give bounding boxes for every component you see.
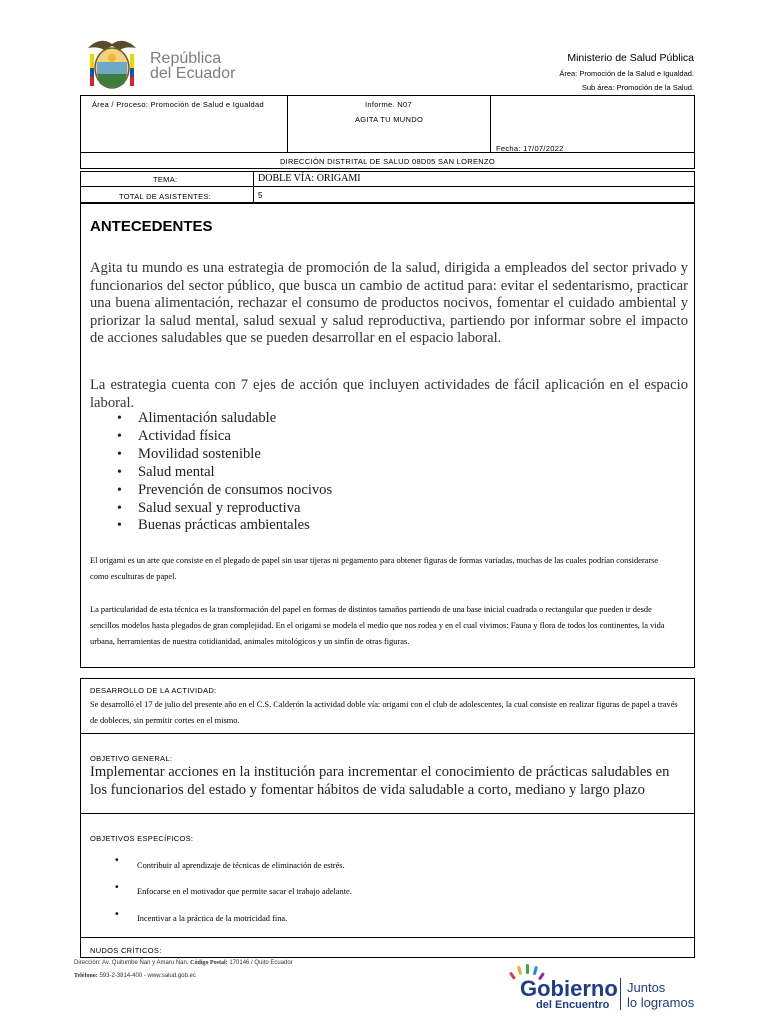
ejes-list: [90, 410, 688, 535]
header-subarea: Sub área: Promoción de la Salud.: [581, 83, 694, 92]
lo-logramos-text: lo logramos: [627, 995, 695, 1010]
juntos-text: Juntos: [627, 980, 666, 995]
list-item: • Prevención de consumos nocivos: [90, 482, 688, 500]
footer-telefono-value: 593-2-3814-400 - www.salud.gob.ec: [99, 973, 196, 979]
gobierno-text: Gobierno: [520, 976, 618, 1001]
footer-logo-divider: [620, 978, 621, 1010]
tema-value: DOBLE VÍA: ORIGAMI: [258, 173, 361, 184]
informe-number: Informe. N07: [365, 100, 412, 109]
info-divider-1: [287, 95, 288, 153]
footer-address: [74, 960, 293, 966]
antecedentes-paragraph-1: Agita tu mundo es una estrategia de promoción de la salud, dirigida a empleados del sector privado y funcionarios del sector público, que busca un cambio de actitud para: evitar el sedentarismo, practicar una buena alimentación, rechazar el consumo de productos nocivos, fomentar el cuidado ambiental y priorizar la salud mental, salud sexual y salud reproductiva, partiendo por informar sobre el impacto de acciones saludables que se pueden desarrollar en el espacio laboral.: [90, 260, 688, 346]
del-encuentro-text: del Encuentro: [536, 999, 610, 1011]
tema-label: TEMA:: [153, 175, 178, 184]
info-divider-2: [490, 95, 491, 153]
logo-text-ecuador: del Ecuador: [150, 65, 236, 82]
bullet-icon: •: [115, 909, 119, 920]
objetivo-general-text: Implementar acciones en la institución para incrementar el conocimiento de prácticas saludables en los funcionarios del estado y fomentar hábitos de vida saludable a corto, mediano y largo plazo: [90, 764, 670, 798]
bullet-icon: •: [115, 855, 119, 866]
list-item: Enfocarse en el motivador que permite sacar el trabajo adelante.: [137, 887, 352, 896]
footer-phone: [74, 973, 196, 979]
origami-paragraph-2: La particularidad de esta técnica es la transformación del papel en formas de distintos tamaños partiendo de una base inicial cuadrada o rectangular que pueden ir desde sencillos modelos hasta plegados de gran complejidad. En el origami se modela el medio que nos rodea y en el cual vivimos: Fauna y flora de todos los continentes, la vida urbana, herramientas de nuestra cotidianidad, animales mitológicos y un sinfín de otras figuras.: [90, 605, 665, 646]
ecuador-coat-of-arms-logo: [80, 34, 144, 92]
desarrollo-text: Se desarrolló el 17 de julio del presente año en el C.S. Calderón la actividad doble vía: origami con el club de adolescentes, la cual consiste en realizar figuras de papel a través de dobleces, sin permitir cortes en el mismo.: [90, 700, 678, 725]
list-item: • Buenas prácticas ambientales: [90, 517, 688, 535]
nudos-criticos-section: [80, 938, 695, 958]
informe-title: AGITA TU MUNDO: [355, 115, 424, 124]
direccion-distrital: DIRECCIÓN DISTRITAL DE SALUD 08D05 SAN LORENZO: [279, 157, 496, 166]
footer-direccion: Dirección: Av. Quitumbe Ñan y Amaru Ñan.: [74, 960, 189, 966]
fecha: Fecha: 17/07/2022: [496, 144, 564, 153]
list-item: • Salud sexual y reproductiva: [90, 500, 688, 518]
ministry-name: Ministerio de Salud Pública: [567, 52, 694, 64]
list-item: • Actividad física: [90, 428, 688, 446]
objetivo-general-title: OBJETIVO GENERAL:: [90, 754, 173, 763]
list-item: • Movilidad sostenible: [90, 446, 688, 464]
bullet-icon: •: [115, 882, 119, 893]
antecedentes-paragraph-2: La estrategia cuenta con 7 ejes de acción que incluyen actividades de fácil aplicación en el espacio laboral.: [90, 377, 688, 411]
list-item: Contribuir al aprendizaje de técnicas de eliminación de estrés.: [137, 861, 345, 870]
nudos-criticos-title: NUDOS CRÍTICOS:: [90, 946, 162, 955]
footer-codigo-label: Código Postal:: [190, 960, 228, 966]
area-proceso: Área / Proceso: Promoción de Salud e Igualdad: [92, 100, 264, 109]
list-item: Incentivar a la práctica de la motricidad fina.: [137, 914, 288, 923]
objetivos-especificos-title: OBJETIVOS ESPECÍFICOS:: [90, 834, 194, 843]
footer-codigo-value: 170146 / Quito Ecuador: [229, 960, 293, 966]
antecedentes-title: ANTECEDENTES: [90, 218, 213, 235]
asistentes-label: TOTAL DE ASISTENTES:: [119, 192, 212, 201]
asistentes-value: 5: [258, 191, 263, 200]
footer-telefono-label: Teléfono:: [74, 973, 98, 979]
header-area: Área: Promoción de la Salud e Igualdad.: [559, 69, 694, 78]
desarrollo-title: DESARROLLO DE LA ACTIVIDAD:: [90, 686, 217, 695]
logo-text-republica: República: [150, 50, 222, 67]
list-item: • Salud mental: [90, 464, 688, 482]
origami-paragraph-1: El origami es un arte que consiste en el plegado de papel sin usar tijeras ni pegamento para obtener figuras de formas variadas, muchas de las cuales podrían considerarse como esculturas de papel.: [90, 556, 659, 581]
list-item: • Alimentación saludable: [90, 410, 688, 428]
